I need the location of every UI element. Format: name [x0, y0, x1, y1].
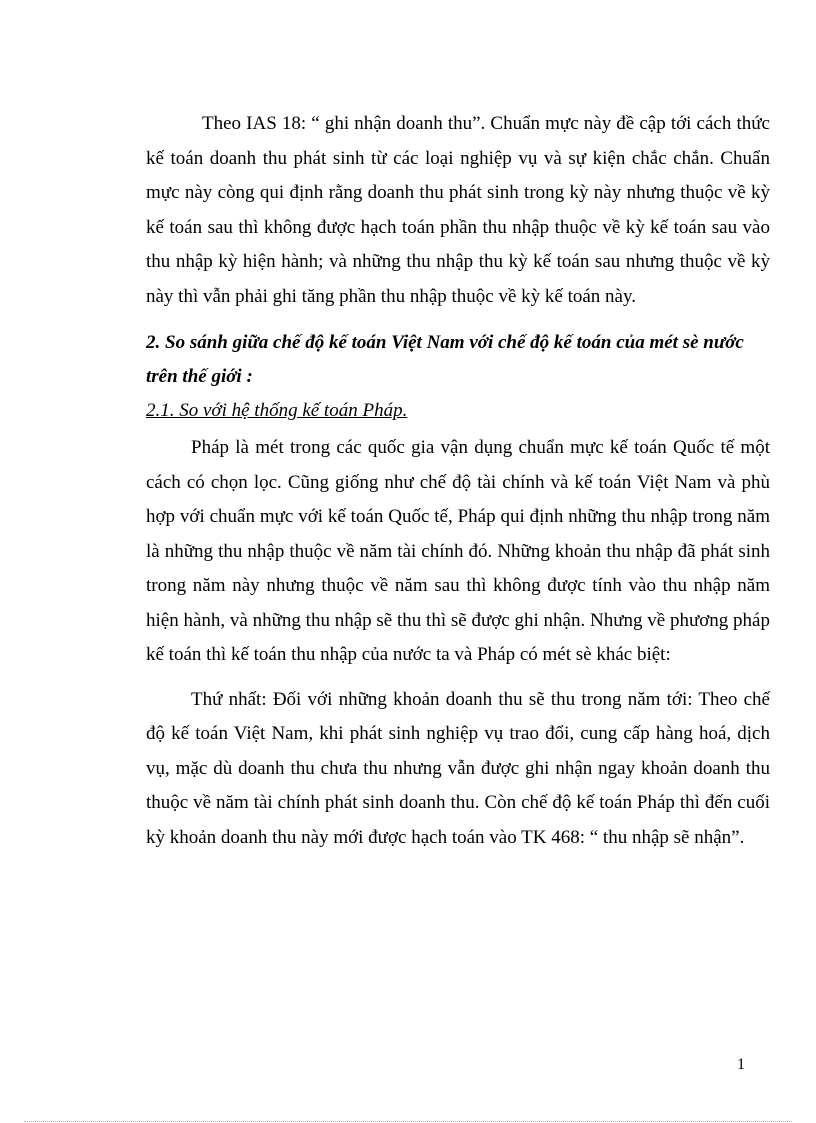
page-bottom-divider — [24, 1121, 792, 1122]
paragraph-ias18: Theo IAS 18: “ ghi nhận doanh thu”. Chuẩn mực này đề cập tới cách thức kế toán doanh thu phát sinh từ các loại nghiệp vụ và sự kiện chắc chắn. Chuẩn mực này còng qui định rằng doanh thu phát sinh trong kỳ này nhưng thuộc về kỳ kế toán sau thì không được hạch toán phần thu nhập thuộc về kỳ kế toán sau vào thu nhập kỳ hiện hành; và những thu nhập thu kỳ kế toán sau nhưng thuộc về kỳ này thì vẫn phải ghi tăng phần thu nhập thuộc về kỳ kế toán này. — [146, 113, 770, 307]
paragraph-gap — [146, 673, 770, 683]
subsection-heading: 2.1. So với hệ thống kế toán Pháp. — [146, 400, 408, 421]
section-heading: 2. So sánh giữa chế độ kế toán Việt Nam với chế độ kế toán của mét sè nước trên thế giới : — [146, 332, 744, 387]
page-number: 1 — [737, 1056, 745, 1073]
paragraph-thu-nhat: Thứ nhất: Đối với những khoản doanh thu sẽ thu trong năm tới: Theo chế độ kế toán Việt Nam, khi phát sinh nghiệp vụ trao đổi, cung cấp hàng hoá, dịch vụ, mặc dù doanh thu chưa thu nhưng vẫn được ghi nhận ngay khoản doanh thu thuộc về năm tài chính phát sinh doanh thu. Còn chế độ kế toán Pháp thì đến cuối kỳ khoản doanh thu này mới được hạch toán vào TK 468: “ thu nhập sẽ nhận”. — [146, 688, 770, 848]
document-page — [146, 107, 770, 855]
paragraph-phap: Pháp là mét trong các quốc gia vận dụng chuẩn mực kế toán Quốc tế một cách có chọn lọc. Cũng giống như chế độ tài chính và kế toán Việt Nam và phù hợp với chuẩn mực với kế toán Quốc tế, Pháp qui định những thu nhập trong năm là những thu nhập thuộc về năm tài chính đó. Những khoản thu nhập đã phát sinh trong năm này nhưng thuộc về năm sau thì không được tính vào thu nhập năm hiện hành, và những thu nhập sẽ thu thì sẽ được ghi nhận. Nhưng về phương pháp kế toán thì kế toán thu nhập của nước ta và Pháp có mét sè khác biệt: — [146, 437, 770, 665]
